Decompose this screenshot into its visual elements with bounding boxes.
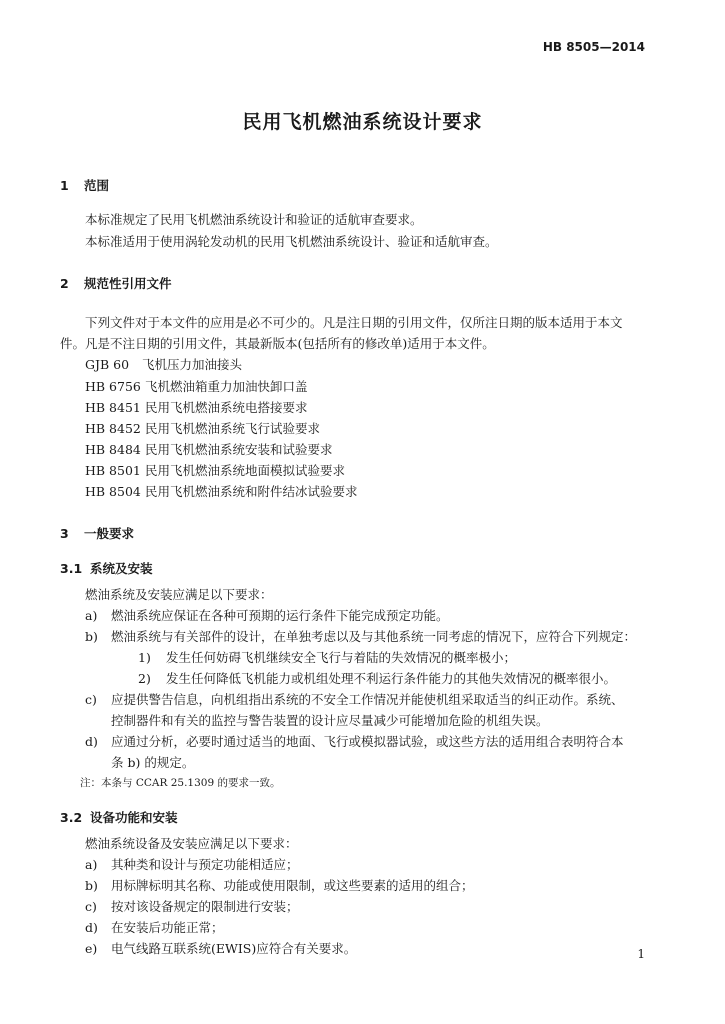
list-marker: d)	[85, 920, 98, 935]
section-2-heading	[60, 274, 172, 292]
note: 注：本条与 CCAR 25.1309 的要求一致。	[80, 777, 281, 789]
sub-list-item	[138, 669, 616, 687]
reference-code: HB 8484	[85, 442, 141, 457]
list-item	[85, 939, 356, 957]
list-marker: a)	[85, 857, 98, 872]
list-item	[85, 606, 449, 624]
reference-code: HB 8501	[85, 463, 141, 478]
subsection-number: 3.1	[60, 561, 83, 576]
subsection-intro: 燃油系统设备及安装应满足以下要求：	[85, 836, 298, 851]
sub-list-item	[138, 648, 516, 666]
list-text: 发生任何妨碍飞机继续安全飞行与着陆的失效情况的概率极小；	[166, 650, 517, 665]
list-item	[85, 897, 299, 915]
scope-paragraph-2: 本标准适用于使用涡轮发动机的民用飞机燃油系统设计、验证和适航审查。	[85, 234, 498, 249]
subsection-3-1-heading	[60, 559, 153, 577]
section-title: 一般要求	[84, 526, 135, 541]
subsection-intro: 燃油系统及安装应满足以下要求：	[85, 587, 273, 602]
reference-title: 民用飞机燃油系统电搭接要求	[145, 400, 308, 415]
list-text: 在安装后功能正常；	[111, 920, 224, 935]
reference-title: 民用飞机燃油系统飞行试验要求	[145, 421, 321, 436]
list-item	[85, 918, 224, 936]
references-intro-line-1: 下列文件对于本文件的应用是必不可少的。凡是注日期的引用文件，仅所注日期的版本适用于本文	[85, 315, 623, 330]
reference-title: 飞机燃油箱重力加油快卸口盖	[145, 379, 308, 394]
reference-item	[85, 482, 358, 500]
section-title: 范围	[84, 178, 110, 193]
reference-code: HB 8451	[85, 400, 141, 415]
list-item	[85, 876, 474, 894]
list-marker: 1)	[138, 650, 151, 665]
list-marker: b)	[85, 878, 98, 893]
list-text: 按对该设备规定的限制进行安装；	[111, 899, 299, 914]
reference-item	[85, 355, 242, 373]
scope-paragraph-1: 本标准规定了民用飞机燃油系统设计和验证的适航审查要求。	[85, 212, 423, 227]
list-item	[85, 690, 624, 708]
section-number: 3	[60, 526, 69, 541]
reference-title: 飞机压力加油接头	[142, 357, 243, 372]
list-marker: c)	[85, 692, 97, 707]
reference-item	[85, 419, 320, 437]
section-3-heading	[60, 524, 134, 542]
reference-code: HB 8504	[85, 484, 141, 499]
reference-item	[85, 377, 308, 395]
list-item	[85, 855, 299, 873]
list-marker: d)	[85, 734, 98, 749]
list-item	[85, 732, 624, 750]
section-number: 2	[60, 276, 69, 291]
list-text: 其种类和设计与预定功能相适应；	[111, 857, 299, 872]
list-text: 应提供警告信息，向机组指出系统的不安全工作情况并能使机组采取适当的纠正动作。系统、	[111, 692, 624, 707]
list-marker: a)	[85, 608, 98, 623]
list-marker: 2)	[138, 671, 151, 686]
list-continuation: 条 b) 的规定。	[111, 755, 195, 770]
list-continuation: 控制器件和有关的监控与警告装置的设计应尽量减少可能增加危险的机组失误。	[111, 713, 549, 728]
reference-title: 民用飞机燃油系统地面模拟试验要求	[145, 463, 346, 478]
section-1-heading	[60, 176, 109, 194]
page-number: 1	[637, 947, 645, 961]
reference-code: GJB 60	[85, 357, 130, 372]
list-item	[85, 627, 636, 645]
list-text: 应通过分析，必要时通过适当的地面、飞行或模拟器试验，或这些方法的适用组合表明符合本	[111, 734, 624, 749]
document-title: 民用飞机燃油系统设计要求	[242, 111, 483, 133]
list-text: 燃油系统与有关部件的设计，在单独考虑以及与其他系统一同考虑的情况下，应符合下列规定：	[111, 629, 637, 644]
list-text: 发生任何降低飞机能力或机组处理不利运行条件能力的其他失效情况的概率很小。	[166, 671, 617, 686]
list-text: 用标牌标明其名称、功能或使用限制，或这些要素的适用的组合；	[111, 878, 474, 893]
reference-item	[85, 398, 308, 416]
list-marker: c)	[85, 899, 97, 914]
reference-code: HB 6756	[85, 379, 141, 394]
section-number: 1	[60, 178, 69, 193]
subsection-3-2-heading	[60, 808, 178, 826]
section-title: 规范性引用文件	[84, 276, 172, 291]
subsection-title: 设备功能和安装	[90, 810, 178, 825]
subsection-title: 系统及安装	[90, 561, 153, 576]
reference-item	[85, 440, 333, 458]
list-marker: e)	[85, 941, 98, 956]
subsection-number: 3.2	[60, 810, 83, 825]
reference-code: HB 8452	[85, 421, 141, 436]
list-text: 电气线路互联系统(EWIS)应符合有关要求。	[111, 941, 357, 956]
reference-title: 民用飞机燃油系统和附件结冰试验要求	[145, 484, 358, 499]
list-marker: b)	[85, 629, 98, 644]
list-text: 燃油系统应保证在各种可预期的运行条件下能完成预定功能。	[111, 608, 449, 623]
reference-item	[85, 461, 345, 479]
standard-number: HB 8505—2014	[542, 40, 645, 54]
references-intro-line-2: 件。凡是不注日期的引用文件，其最新版本(包括所有的修改单)适用于本文件。	[60, 336, 495, 351]
reference-title: 民用飞机燃油系统安装和试验要求	[145, 442, 333, 457]
